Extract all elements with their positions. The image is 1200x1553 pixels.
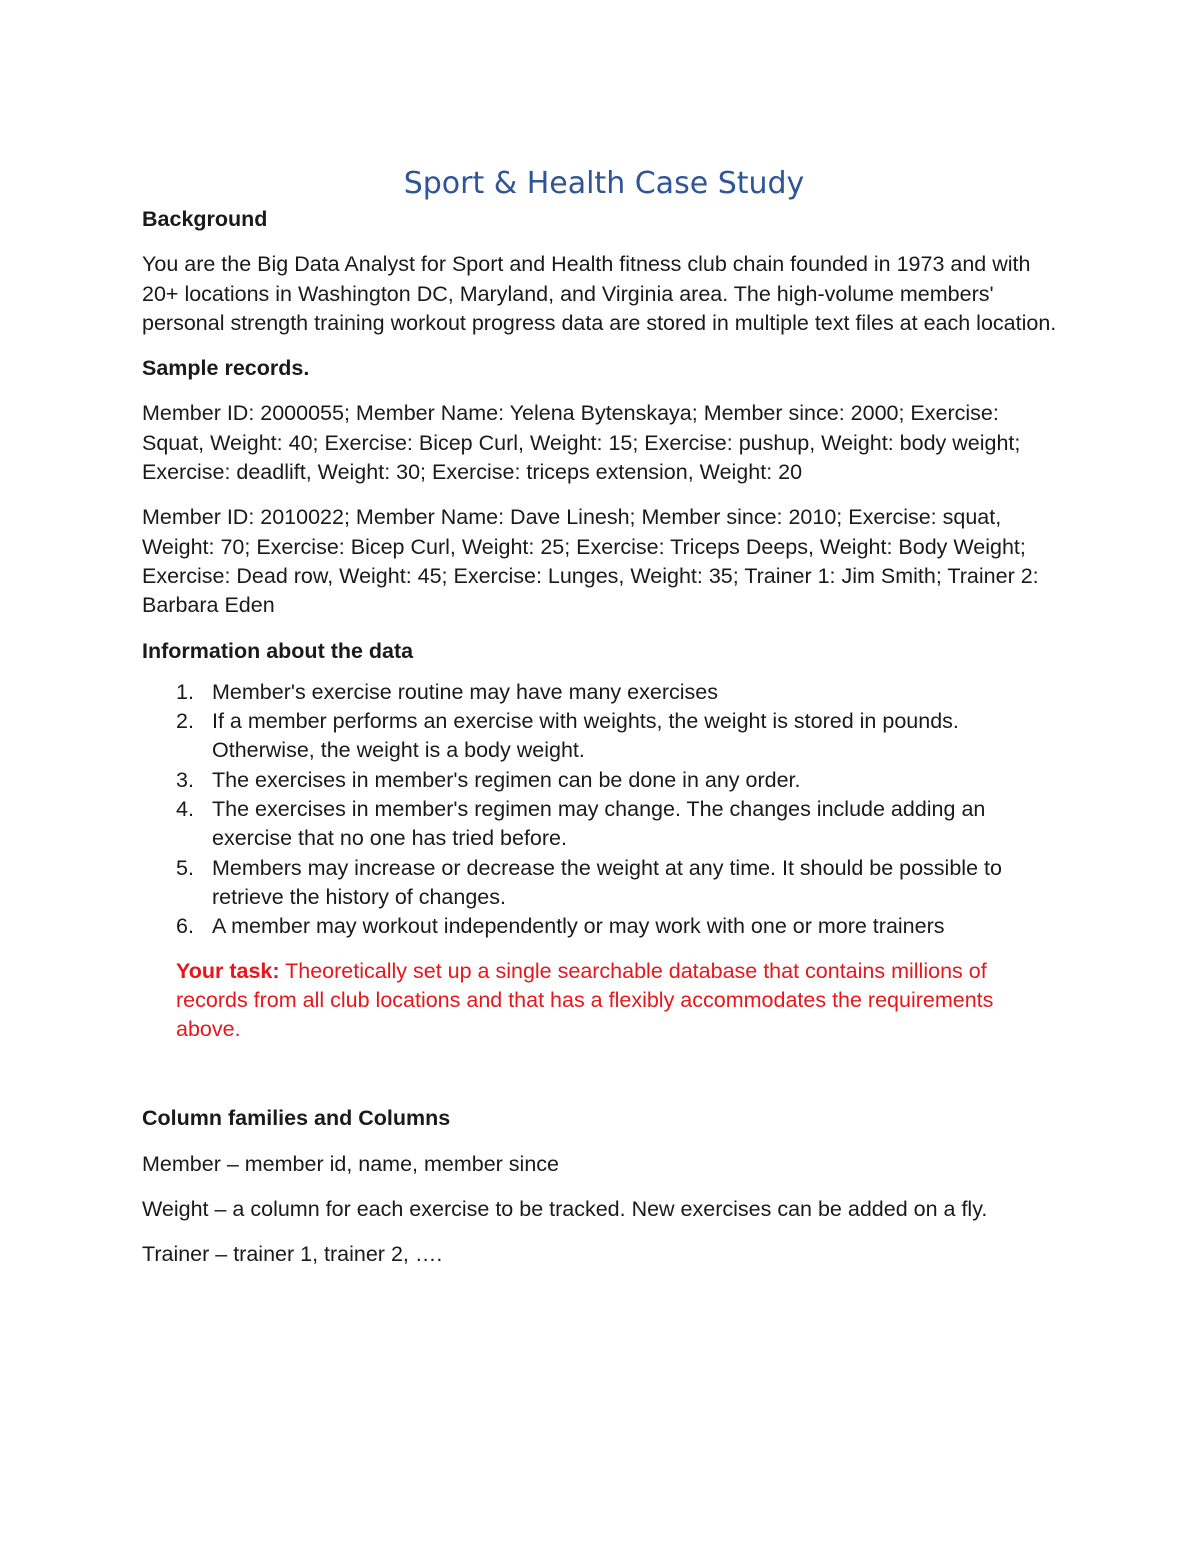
column-family-member: Member – member id, name, member since xyxy=(142,1151,560,1176)
sample-record-2: Member ID: 2010022; Member Name: Dave Linesh; Member since: 2010; Exercise: squat, Weight: 70; Exercise: Bicep Curl, Weight: 25; Exercise: Triceps Deeps, Weight: Body Weight; Exercise: Dead row, Weight: 45; Exercise: Lunges, Weight: 35; Trainer 1: Jim Smith; Trainer 2: Barbara Eden xyxy=(142,505,1039,618)
column-family-trainer: Trainer – trainer 1, trainer 2, …. xyxy=(142,1242,443,1267)
list-item-text: The exercises in member's regimen may change. The changes include adding an exercise that no one has tried before. xyxy=(212,797,986,851)
list-number: 1. xyxy=(176,679,194,704)
background-heading: Background xyxy=(142,207,268,231)
list-item xyxy=(142,707,1062,766)
column-families-heading: Column families and Columns xyxy=(142,1106,451,1131)
list-item xyxy=(142,795,1062,854)
list-number: 2. xyxy=(176,709,194,734)
document-page xyxy=(142,165,1062,1270)
information-heading: Information about the data xyxy=(142,638,414,663)
list-number: 3. xyxy=(176,767,194,792)
column-family-weight: Weight – a column for each exercise to be tracked. New exercises can be added on a fly. xyxy=(142,1197,988,1222)
list-item-text: Member's exercise routine may have many exercises xyxy=(212,679,718,704)
task-paragraph xyxy=(176,957,1062,1045)
list-item xyxy=(142,766,1062,795)
sample-record-1: Member ID: 2000055; Member Name: Yelena Bytenskaya; Member since: 2000; Exercise: Squat, Weight: 40; Exercise: Bicep Curl, Weight: 15; Exercise: pushup, Weight: body weight; Exercise: deadlift, Weight: 30; Exercise: triceps extension, Weight: 20 xyxy=(142,401,1021,485)
list-item-text: A member may workout independently or may work with one or more trainers xyxy=(212,914,945,939)
list-item xyxy=(142,678,1062,707)
information-list xyxy=(142,678,1062,942)
sample-records-heading: Sample records. xyxy=(142,356,310,381)
task-text: Theoretically set up a single searchable database that contains millions of records from all club locations and that has a flexibly accommodates the requirements above. xyxy=(176,958,994,1042)
list-item-text: If a member performs an exercise with weights, the weight is stored in pounds. Otherwise, the weight is a body weight. xyxy=(212,709,959,763)
list-item-text: The exercises in member's regimen can be done in any order. xyxy=(212,767,801,792)
list-item-text: Members may increase or decrease the weight at any time. It should be possible to retrieve the history of changes. xyxy=(212,855,1002,909)
list-number: 4. xyxy=(176,797,194,822)
task-label: Your task: xyxy=(176,958,280,983)
list-item xyxy=(142,912,1062,941)
list-number: 5. xyxy=(176,855,194,880)
list-number: 6. xyxy=(176,914,194,939)
document-title: Sport & Health Case Study xyxy=(403,166,805,201)
background-paragraph: You are the Big Data Analyst for Sport and Health fitness club chain founded in 1973 and with 20+ locations in Washington DC, Maryland, and Virginia area. The high-volume members' personal strength training workout progress data are stored in multiple text files at each location. xyxy=(142,252,1057,335)
list-item xyxy=(142,854,1062,913)
